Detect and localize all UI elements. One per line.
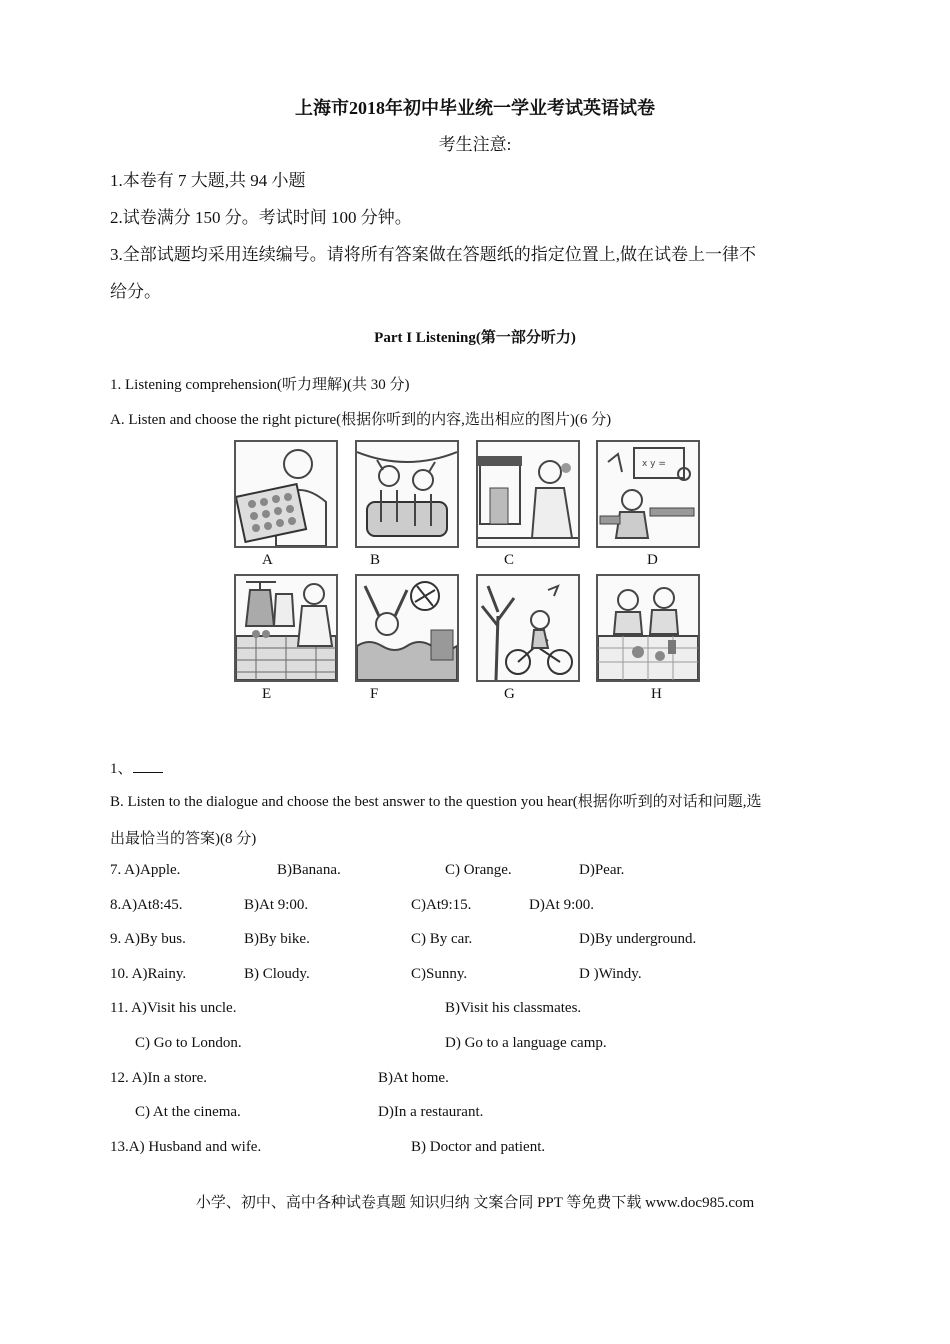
picture-e bbox=[234, 574, 338, 682]
picture-d bbox=[596, 440, 700, 548]
svg-text:x y =: x y = bbox=[642, 459, 666, 469]
q13-option-b: B) Doctor and patient. bbox=[411, 1139, 546, 1155]
q10-option-b: B) Cloudy. bbox=[244, 966, 310, 982]
q12-option-a: 12. A)In a store. bbox=[110, 1070, 208, 1086]
picture-c bbox=[476, 440, 580, 548]
picture-label-e: E bbox=[262, 686, 272, 702]
picture-label-h: H bbox=[651, 686, 662, 702]
picnic-icon bbox=[598, 576, 698, 680]
exam-title: 上海市2018年初中毕业统一学业考试英语试卷 bbox=[295, 98, 655, 118]
section-a-instructions: A. Listen and choose the right picture(根据你听到的内容,选出相应的图片)(6 分) bbox=[110, 412, 612, 428]
q11-option-c: C) Go to London. bbox=[135, 1035, 242, 1051]
exam-subtitle: 考生注意: bbox=[438, 135, 512, 154]
section-heading: 1. Listening comprehension(听力理解)(共 30 分) bbox=[110, 377, 410, 393]
q11-option-a: 11. A)Visit his uncle. bbox=[110, 1000, 237, 1016]
picture-label-f: F bbox=[370, 686, 379, 702]
picture-label-c: C bbox=[504, 552, 515, 568]
picture-label-b: B bbox=[370, 552, 381, 568]
picture-b bbox=[355, 440, 459, 548]
section-b-instructions: B. Listen to the dialogue and choose the best answer to the question you hear(根据你听到的对话和问题,选 bbox=[110, 794, 762, 810]
picture-h bbox=[596, 574, 700, 682]
children-sofa-icon bbox=[357, 442, 457, 546]
girl-market-icon bbox=[478, 442, 578, 546]
picture-f bbox=[355, 574, 459, 682]
q7-option-b: B)Banana. bbox=[277, 862, 341, 878]
q8-option-d: D)At 9:00. bbox=[529, 897, 594, 913]
q12-option-d: D)In a restaurant. bbox=[378, 1104, 484, 1120]
picture-label-a: A bbox=[262, 552, 273, 568]
clothes-shop-icon bbox=[236, 576, 336, 680]
q9-option-a: 9. A)By bus. bbox=[110, 931, 186, 947]
answer-blank-row bbox=[110, 757, 163, 778]
q7-option-c: C) Orange. bbox=[445, 862, 512, 878]
part-heading: Part I Listening(第一部分听力) bbox=[374, 330, 576, 346]
q7-option-d: D)Pear. bbox=[579, 862, 625, 878]
note-line: 2.试卷满分 150 分。考试时间 100 分钟。 bbox=[110, 208, 412, 227]
note-line: 1.本卷有 7 大题,共 94 小题 bbox=[110, 171, 306, 190]
picture-label-g: G bbox=[504, 686, 515, 702]
picture-g bbox=[476, 574, 580, 682]
page-footer: 小学、初中、高中各种试卷真题 知识归纳 文案合同 PPT 等免费下载 www.doc985.com bbox=[195, 1195, 755, 1211]
note-line: 给分。 bbox=[110, 282, 161, 301]
picture-label-d: D bbox=[647, 552, 658, 568]
q10-option-a: 10. A)Rainy. bbox=[110, 966, 187, 982]
q11-option-d: D) Go to a language camp. bbox=[445, 1035, 607, 1051]
q12-option-c: C) At the cinema. bbox=[135, 1104, 241, 1120]
cookie-tray-icon bbox=[236, 442, 336, 546]
picture-a bbox=[234, 440, 338, 548]
bicycle-rider-icon bbox=[478, 576, 578, 680]
q13-option-a: 13.A) Husband and wife. bbox=[110, 1139, 262, 1155]
q9-option-c: C) By car. bbox=[411, 931, 473, 947]
q7-option-a: 7. A)Apple. bbox=[110, 862, 181, 878]
classroom-icon bbox=[598, 442, 698, 546]
answer-number: 1、 bbox=[110, 761, 133, 777]
q8-option-a: 8.A)At8:45. bbox=[110, 897, 183, 913]
q10-option-c: C)Sunny. bbox=[411, 966, 468, 982]
section-b-instructions-cont: 出最恰当的答案)(8 分) bbox=[110, 831, 257, 847]
q9-option-d: D)By underground. bbox=[579, 931, 697, 947]
swimming-ball-icon bbox=[357, 576, 457, 680]
note-line: 3.全部试题均采用连续编号。请将所有答案做在答题纸的指定位置上,做在试卷上一律不 bbox=[110, 245, 756, 264]
q12-option-b: B)At home. bbox=[378, 1070, 449, 1086]
q10-option-d: D )Windy. bbox=[579, 966, 642, 982]
q8-option-b: B)At 9:00. bbox=[244, 897, 309, 913]
q11-option-b: B)Visit his classmates. bbox=[445, 1000, 582, 1016]
q8-option-c: C)At9:15. bbox=[411, 897, 472, 913]
answer-blank[interactable] bbox=[133, 758, 163, 773]
q9-option-b: B)By bike. bbox=[244, 931, 310, 947]
